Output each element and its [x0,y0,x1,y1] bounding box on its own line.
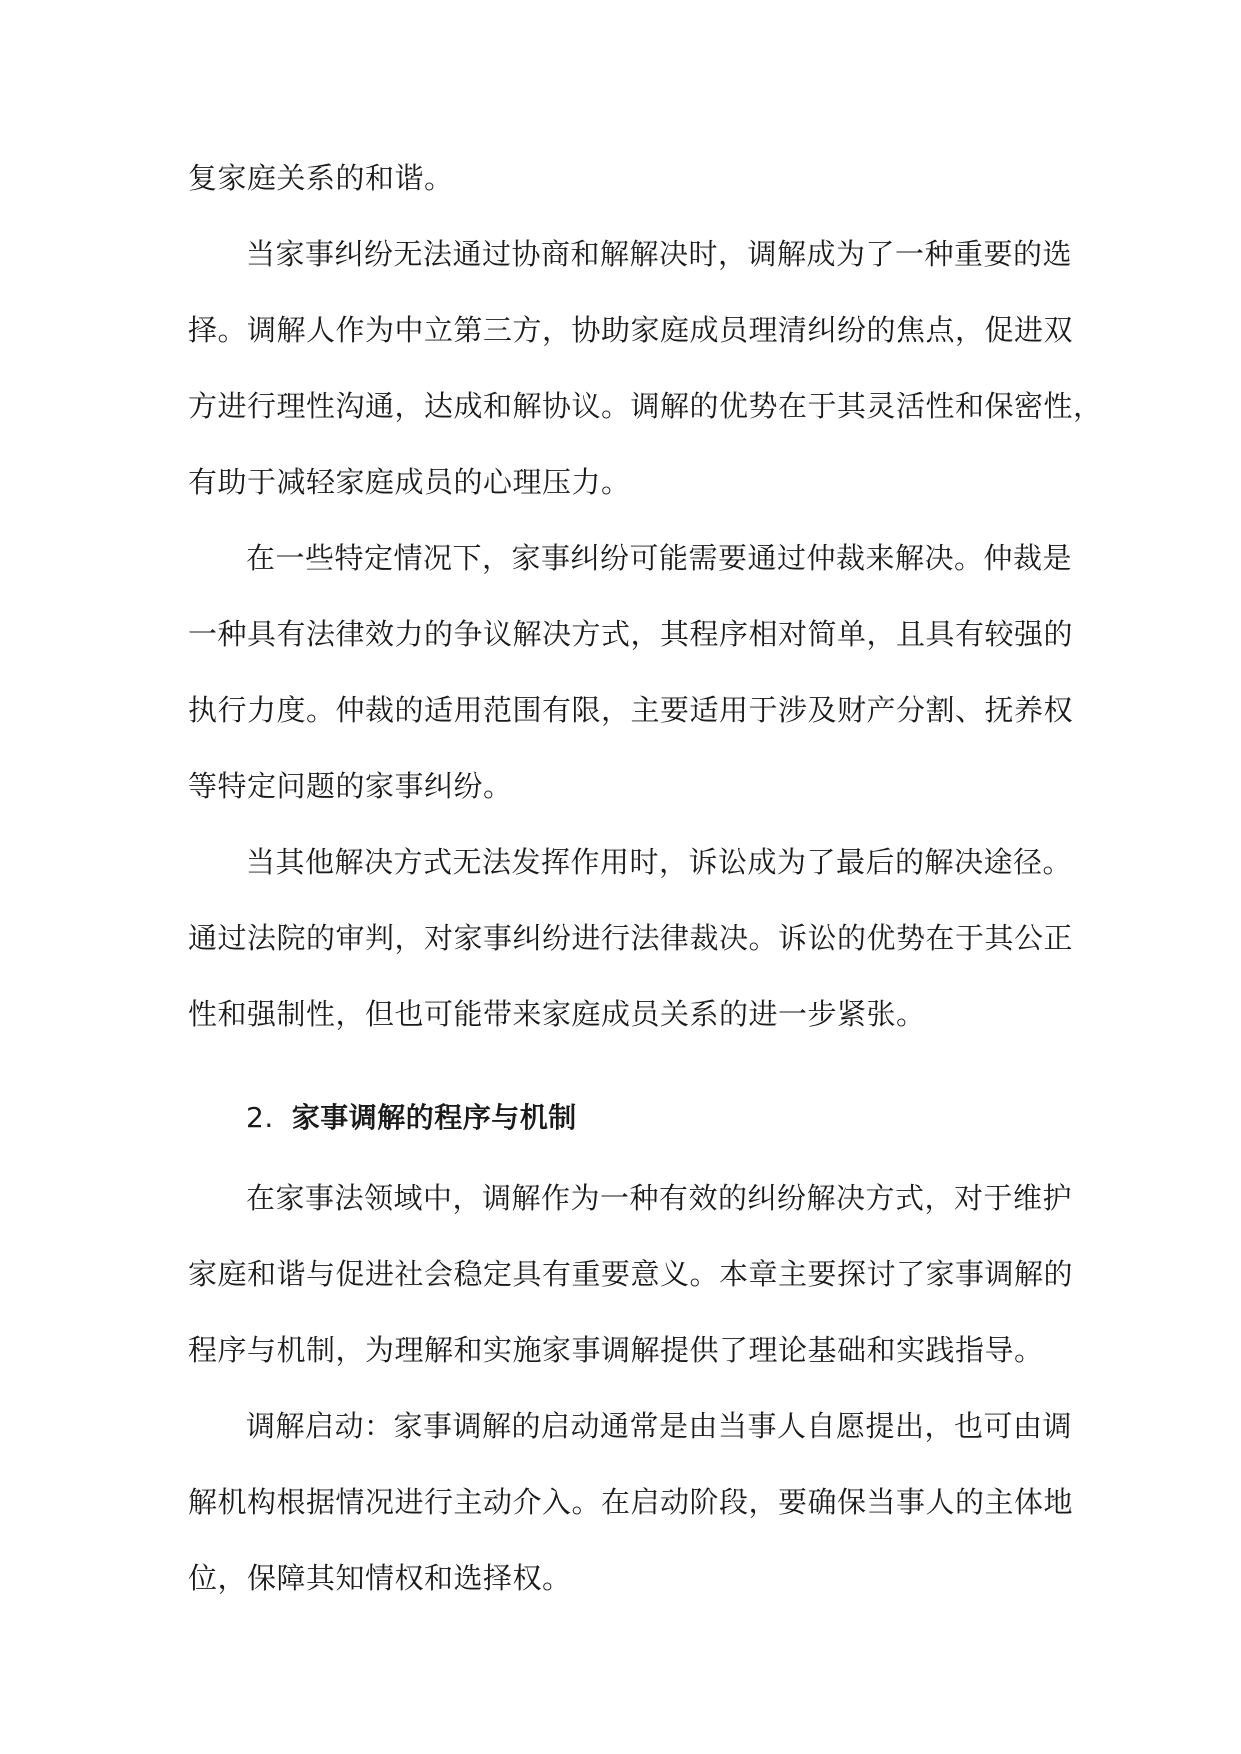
text-line: 程序与机制，为理解和实施家事调解提供了理论基础和实践指导。 [188,1333,1044,1367]
paragraph-initiation [188,1388,1074,1616]
text-line: 执行力度。仲裁的适用范围有限，主要适用于涉及财产分割、抚养权 [188,693,1074,727]
section-heading [188,1080,1058,1156]
text-line: 调解启动：家事调解的启动通常是由当事人自愿提出，也可由调 [246,1409,1073,1443]
section-number: 2. [246,1101,274,1134]
text-line: 当其他解决方式无法发挥作用时，诉讼成为了最后的解决途径。 [246,845,1073,879]
paragraph-mediation [188,216,1103,520]
text-line: 家庭和谐与促进社会稳定具有重要意义。本章主要探讨了家事调解的 [188,1257,1074,1291]
text-line: 复家庭关系的和谐。 [188,161,454,195]
text-line: 择。调解人作为中立第三方，协助家庭成员理清纠纷的焦点，促进双 [188,313,1074,347]
text-line: 当家事纠纷无法通过协商和解解决时，调解成为了一种重要的选 [246,237,1073,271]
paragraph-litigation [188,824,1074,1052]
text-line: 通过法院的审判，对家事纠纷进行法律裁决。诉讼的优势在于其公正 [188,921,1074,955]
text-line: 一种具有法律效力的争议解决方式，其程序相对简单，且具有较强的 [188,617,1074,651]
text-line: 等特定问题的家事纠纷。 [188,769,513,803]
paragraph-intro [188,1160,1074,1388]
text-line: 方进行理性沟通，达成和解协议。调解的优势在于其灵活性和保密性， [188,389,1103,423]
section-title: 家事调解的程序与机制 [291,1101,577,1134]
paragraph-arbitration [188,520,1074,824]
paragraph-continuation [188,140,1058,216]
text-line: 位，保障其知情权和选择权。 [188,1561,572,1595]
text-line: 在一些特定情况下，家事纠纷可能需要通过仲裁来解决。仲裁是 [246,541,1073,575]
text-line: 性和强制性，但也可能带来家庭成员关系的进一步紧张。 [188,997,926,1031]
text-line: 有助于减轻家庭成员的心理压力。 [188,465,631,499]
document-page [188,140,1103,1616]
text-line: 解机构根据情况进行主动介入。在启动阶段，要确保当事人的主体地 [188,1485,1074,1519]
text-line: 在家事法领域中，调解作为一种有效的纠纷解决方式，对于维护 [246,1181,1073,1215]
